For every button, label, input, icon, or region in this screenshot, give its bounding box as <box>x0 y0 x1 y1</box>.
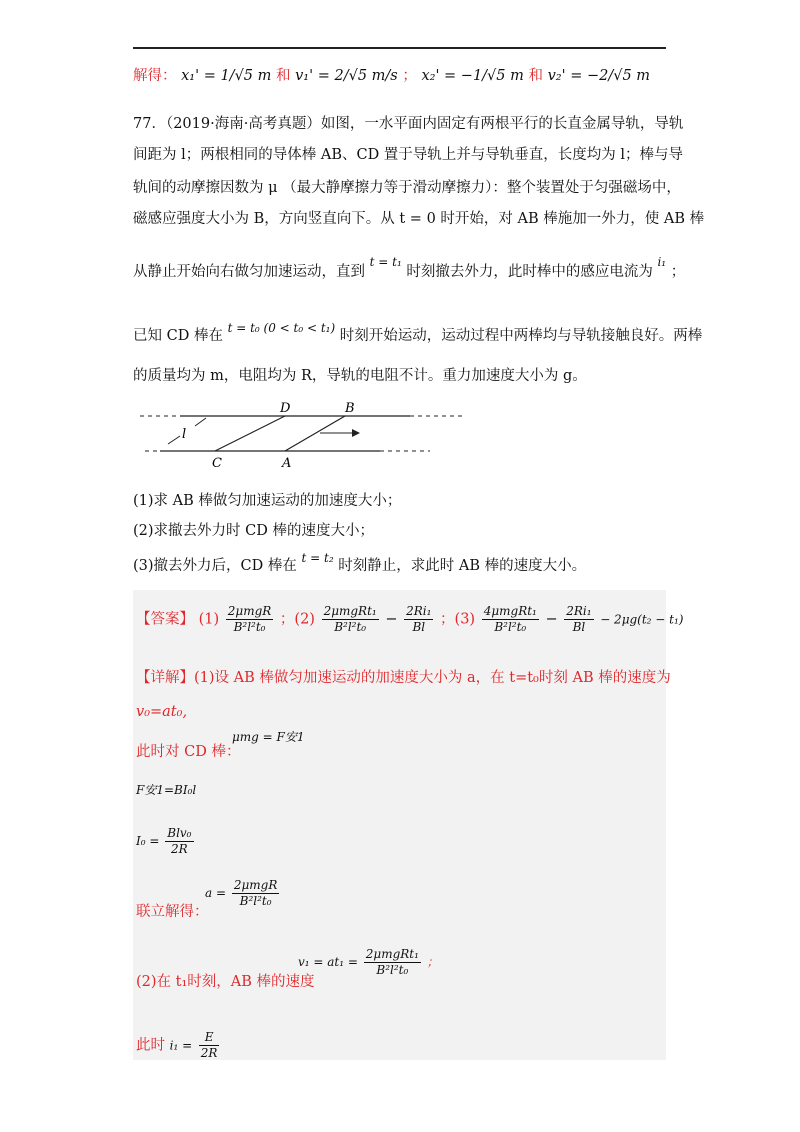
answer-part-1: (1) <box>198 611 220 628</box>
solution-v2: v₂' = −2/√5 m <box>547 68 651 84</box>
a2b-num: 2Ri₁ <box>406 604 432 618</box>
line6-t0: t = t₀ (0 < t₀ < t₁) <box>227 321 336 335</box>
solution-label: 解得： <box>133 68 177 84</box>
solution-x1: x₁' = 1/√5 m <box>181 68 272 84</box>
eq4-num: 2μmgR <box>233 878 278 892</box>
problem-line-7: 的质量均为 m，电阻均为 R，导轨的电阻不计。重力加速度大小为 g。 <box>133 368 587 384</box>
line5-part-c: 时刻撤去外力，此时棒中的感应电流为 <box>406 264 653 280</box>
question-2: (2)求撤去外力时 CD 棒的速度大小； <box>133 523 374 539</box>
problem-line-6 <box>133 321 703 346</box>
a2b-den: Bl <box>412 620 426 634</box>
label-A: A <box>282 456 292 471</box>
problem-line-3: 轨间的动摩擦因数为 μ （最大静摩擦力等于滑动摩擦力）：整个装置处于匀强磁场中， <box>133 180 681 196</box>
equation-4 <box>205 878 281 909</box>
line5-part-e: ； <box>670 264 686 280</box>
q3-part-a: (3)撤去外力后，CD 棒在 <box>133 558 297 574</box>
problem-line-2: 间距为 l；两根相同的导体棒 AB、CD 置于导轨上并与导轨垂直，长度均为 l；棒与导 <box>133 147 684 163</box>
line6-part-c: 时刻开始运动，运动过程中两棒均与导轨接触良好。两棒 <box>339 328 703 344</box>
solution-x2: x₂' = −1/√5 m <box>421 68 524 84</box>
question-3 <box>133 551 587 576</box>
q3-part-c: 时刻静止，求此时 AB 棒的速度大小。 <box>338 558 587 574</box>
eq5-lhs: v₁ = at₁ = <box>298 955 358 969</box>
answer-tag: 【答案】 <box>136 611 194 628</box>
eq3-lhs: I₀ = <box>136 834 160 848</box>
detail-line-3: 此时对 CD 棒： <box>136 744 241 760</box>
eq5-end: ； <box>426 955 439 969</box>
a3-tail: − 2μg(t₂ − t₁) <box>600 612 684 627</box>
eq4-fraction <box>232 878 280 909</box>
a1-num: 2μmgR <box>227 604 272 618</box>
detail-text-6: 此时 <box>136 1037 165 1054</box>
a2-minus: − <box>385 611 398 628</box>
line5-t1: t = t₁ <box>369 255 402 269</box>
q3-t2: t = t₂ <box>301 551 334 565</box>
rails-figure <box>140 400 470 475</box>
answer-3b-fraction <box>564 604 593 635</box>
answer-1-fraction <box>226 604 274 635</box>
eq5-num: 2μmgRt₁ <box>365 947 419 961</box>
eq3-den: 2R <box>171 842 188 856</box>
label-D: D <box>280 401 291 416</box>
detail-line-4: 联立解得： <box>136 904 209 920</box>
a3-minus: − <box>545 611 558 628</box>
eq4-lhs: a = <box>205 886 227 900</box>
a3b-den: Bl <box>572 620 586 634</box>
eq6-lhs: i₁ = <box>169 1038 193 1053</box>
eq5-den: B²l²t₀ <box>376 963 409 977</box>
eq3-num: Blv₀ <box>167 826 192 840</box>
detail-tag: 【详解】 <box>136 670 194 686</box>
equation-1: μmg = F安1 <box>232 730 305 744</box>
a3b-num: 2Ri₁ <box>566 604 592 618</box>
solution-v1: v₁' = 2/√5 m/s <box>295 68 398 84</box>
answer-2b-fraction <box>404 604 433 635</box>
problem-line-4: 磁感应强度大小为 B，方向竖直向下。从 t = 0 时开始，对 AB 棒施加一外力，使 AB 棒 <box>133 211 705 227</box>
equation-2: F安1=BI₀l <box>136 783 197 797</box>
question-1: (1)求 AB 棒做匀加速运动的加速度大小； <box>133 493 402 509</box>
equation-3 <box>136 826 196 857</box>
equation-5 <box>298 947 439 978</box>
a3-num: 4μmgRt₁ <box>483 604 537 618</box>
eq5-fraction <box>364 947 421 978</box>
line5-part-a: 从静止开始向右做匀加速运动，直到 <box>133 264 365 280</box>
label-l: l <box>182 427 187 442</box>
top-rule <box>133 47 666 49</box>
line6-part-a: 已知 CD 棒在 <box>133 328 223 344</box>
detail-line-2: v₀=at₀, <box>136 704 188 720</box>
problem-line-1: 77．（2019·海南·高考真题）如图，一水平面内固定有两根平行的长直金属导轨，导轨 <box>133 116 684 132</box>
answer-part-3: ；(3) <box>440 611 476 628</box>
answer-3-fraction <box>482 604 539 635</box>
label-C: C <box>212 456 222 471</box>
eq6-fraction <box>199 1030 220 1061</box>
problem-line-5 <box>133 255 686 282</box>
detail-line-6 <box>136 1030 221 1061</box>
a2-den: B²l²t₀ <box>334 620 367 634</box>
a3-den: B²l²t₀ <box>494 620 527 634</box>
separator: ； <box>402 68 417 84</box>
and-word-2: 和 <box>528 68 543 84</box>
answer-line <box>136 604 683 635</box>
a1-den: B²l²t₀ <box>233 620 266 634</box>
and-word-1: 和 <box>276 68 291 84</box>
prior-solution-line <box>133 66 650 86</box>
label-B: B <box>345 401 355 416</box>
detail-text-1: (1)设 AB 棒做匀加速运动的加速度大小为 a，在 t=t₀时刻 AB 棒的速度为 <box>194 670 671 686</box>
eq4-den: B²l²t₀ <box>239 894 272 908</box>
eq6-den: 2R <box>200 1046 218 1060</box>
detail-line-5: (2)在 t₁时刻，AB 棒的速度 <box>136 974 315 990</box>
detail-line-1 <box>136 668 671 688</box>
answer-part-2: ；(2) <box>279 611 315 628</box>
answer-2-fraction <box>322 604 379 635</box>
eq6-num: E <box>199 1030 220 1046</box>
eq3-fraction <box>165 826 193 857</box>
line5-i1: i₁ <box>657 255 667 269</box>
a2-num: 2μmgRt₁ <box>323 604 377 618</box>
